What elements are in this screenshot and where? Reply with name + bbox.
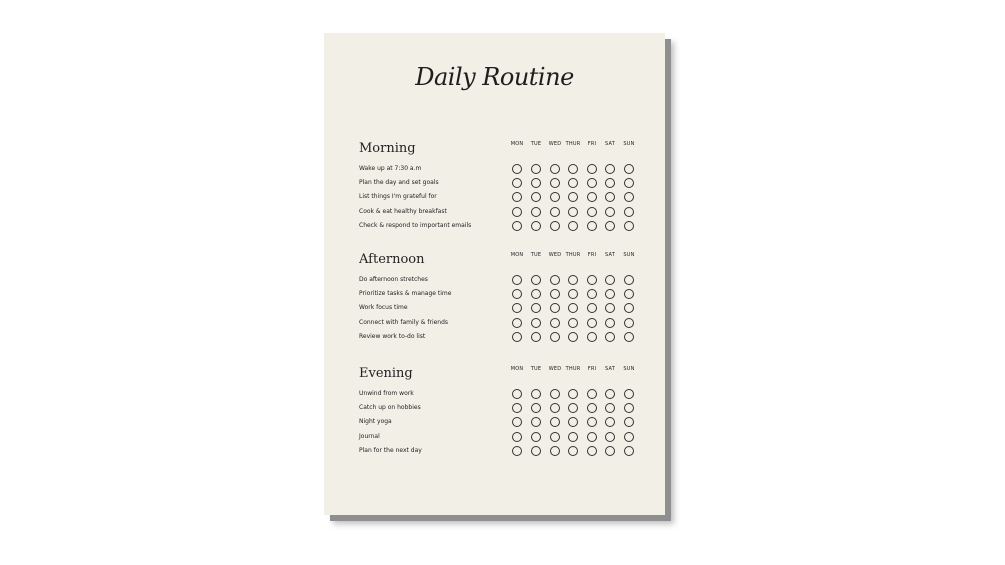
task-row xyxy=(359,276,634,290)
checkbox-mon[interactable] xyxy=(512,221,522,231)
checkbox-sat[interactable] xyxy=(605,403,615,413)
day-label-sun: SUN xyxy=(623,252,635,258)
checkbox-wed[interactable] xyxy=(550,289,560,299)
task-list xyxy=(359,276,634,347)
checkbox-fri[interactable] xyxy=(587,332,597,342)
task-label: Prioritize tasks & manage time xyxy=(359,290,452,298)
task-label: Do afternoon stretches xyxy=(359,276,428,283)
checkbox-mon[interactable] xyxy=(512,332,522,342)
page-title: Daily Routine xyxy=(415,63,574,91)
checkbox-fri[interactable] xyxy=(587,164,597,174)
day-label-tue: TUE xyxy=(530,141,542,147)
checkbox-sat[interactable] xyxy=(605,303,615,313)
checkbox-fri[interactable] xyxy=(587,389,597,399)
checkbox-mon[interactable] xyxy=(512,178,522,188)
routine-sheet xyxy=(324,33,665,515)
checkbox-sat[interactable] xyxy=(605,289,615,299)
task-label: Check & respond to important emails xyxy=(359,221,472,229)
task-row xyxy=(359,404,634,418)
task-label: Work focus time xyxy=(359,304,408,312)
checkbox-thur[interactable] xyxy=(568,192,578,202)
section-title: Morning xyxy=(359,141,416,156)
checkbox-sun[interactable] xyxy=(624,432,634,442)
checkbox-fri[interactable] xyxy=(587,207,597,217)
checkbox-sun[interactable] xyxy=(624,164,634,174)
task-row xyxy=(359,390,634,404)
checkbox-fri[interactable] xyxy=(587,417,597,427)
checkbox-mon[interactable] xyxy=(512,318,522,328)
checkbox-tue[interactable] xyxy=(531,192,541,202)
checkbox-sun[interactable] xyxy=(624,403,634,413)
checkbox-sat[interactable] xyxy=(605,432,615,442)
checkbox-sat[interactable] xyxy=(605,389,615,399)
checkbox-tue[interactable] xyxy=(531,289,541,299)
task-row xyxy=(359,165,634,179)
checkbox-thur[interactable] xyxy=(568,332,578,342)
checkbox-wed[interactable] xyxy=(550,207,560,217)
checkbox-tue[interactable] xyxy=(531,446,541,456)
day-label-tue: TUE xyxy=(530,252,542,258)
checkbox-tue[interactable] xyxy=(531,318,541,328)
checkbox-sun[interactable] xyxy=(624,417,634,427)
checkbox-wed[interactable] xyxy=(550,192,560,202)
checkbox-tue[interactable] xyxy=(531,332,541,342)
checkbox-fri[interactable] xyxy=(587,221,597,231)
task-row xyxy=(359,222,634,236)
checkbox-fri[interactable] xyxy=(587,289,597,299)
task-row xyxy=(359,208,634,222)
task-row xyxy=(359,179,634,193)
checkbox-sun[interactable] xyxy=(624,192,634,202)
checkbox-mon[interactable] xyxy=(512,275,522,285)
day-label-mon: MON xyxy=(510,252,524,258)
task-row xyxy=(359,447,634,461)
checkbox-tue[interactable] xyxy=(531,403,541,413)
task-row xyxy=(359,193,634,207)
task-label: Plan for the next day xyxy=(359,446,422,454)
day-label-sun: SUN xyxy=(623,366,635,372)
day-label-sat: SAT xyxy=(605,141,615,147)
day-label-fri: FRI xyxy=(587,141,597,147)
checkbox-sat[interactable] xyxy=(605,178,615,188)
task-list xyxy=(359,390,634,461)
checkbox-sun[interactable] xyxy=(624,207,634,217)
day-label-fri: FRI xyxy=(587,252,597,258)
checkbox-tue[interactable] xyxy=(531,178,541,188)
checkbox-thur[interactable] xyxy=(568,221,578,231)
checkbox-sat[interactable] xyxy=(605,207,615,217)
checkbox-sun[interactable] xyxy=(624,446,634,456)
task-label: Review work to-do list xyxy=(359,332,426,340)
checkbox-thur[interactable] xyxy=(568,403,578,413)
day-label-sat: SAT xyxy=(605,252,615,258)
checkbox-sun[interactable] xyxy=(624,221,634,231)
checkbox-sat[interactable] xyxy=(605,221,615,231)
checkbox-wed[interactable] xyxy=(550,303,560,313)
checkbox-wed[interactable] xyxy=(550,178,560,188)
checkbox-mon[interactable] xyxy=(512,207,522,217)
checkbox-sat[interactable] xyxy=(605,446,615,456)
task-list xyxy=(359,165,634,236)
checkbox-wed[interactable] xyxy=(550,389,560,399)
checkbox-mon[interactable] xyxy=(512,303,522,313)
task-label: Catch up on hobbies xyxy=(359,404,421,412)
checkbox-fri[interactable] xyxy=(587,178,597,188)
checkbox-wed[interactable] xyxy=(550,417,560,427)
checkbox-sun[interactable] xyxy=(624,178,634,188)
checkbox-tue[interactable] xyxy=(531,303,541,313)
checkbox-wed[interactable] xyxy=(550,318,560,328)
task-row xyxy=(359,433,634,447)
section-title: Evening xyxy=(359,366,413,381)
day-label-thur: THUR xyxy=(565,141,581,147)
checkbox-thur[interactable] xyxy=(568,275,578,285)
checkbox-thur[interactable] xyxy=(568,289,578,299)
checkbox-mon[interactable] xyxy=(512,432,522,442)
checkbox-mon[interactable] xyxy=(512,289,522,299)
checkbox-wed[interactable] xyxy=(550,164,560,174)
checkbox-fri[interactable] xyxy=(587,275,597,285)
checkbox-fri[interactable] xyxy=(587,446,597,456)
task-row xyxy=(359,418,634,432)
checkbox-sat[interactable] xyxy=(605,318,615,328)
checkbox-wed[interactable] xyxy=(550,332,560,342)
checkbox-tue[interactable] xyxy=(531,432,541,442)
checkbox-sat[interactable] xyxy=(605,417,615,427)
section-title: Afternoon xyxy=(359,252,425,267)
task-label: Unwind from work xyxy=(359,390,414,397)
checkbox-sun[interactable] xyxy=(624,289,634,299)
day-label-wed: WED xyxy=(548,141,562,147)
task-label: Wake up at 7:30 a.m xyxy=(359,165,422,172)
checkbox-sat[interactable] xyxy=(605,332,615,342)
task-row xyxy=(359,290,634,304)
task-label: Journal xyxy=(359,432,380,440)
checkbox-mon[interactable] xyxy=(512,164,522,174)
checkbox-wed[interactable] xyxy=(550,221,560,231)
task-label: List things I'm grateful for xyxy=(359,193,437,201)
task-row xyxy=(359,333,634,347)
day-label-thur: THUR xyxy=(565,366,581,372)
checkbox-sat[interactable] xyxy=(605,275,615,285)
checkbox-fri[interactable] xyxy=(587,403,597,413)
day-label-fri: FRI xyxy=(587,366,597,372)
day-label-wed: WED xyxy=(548,366,562,372)
checkbox-mon[interactable] xyxy=(512,389,522,399)
checkbox-fri[interactable] xyxy=(587,432,597,442)
checkbox-tue[interactable] xyxy=(531,275,541,285)
checkbox-thur[interactable] xyxy=(568,303,578,313)
day-label-mon: MON xyxy=(510,366,524,372)
checkbox-thur[interactable] xyxy=(568,318,578,328)
day-label-wed: WED xyxy=(548,252,562,258)
checkbox-fri[interactable] xyxy=(587,303,597,313)
checkbox-fri[interactable] xyxy=(587,318,597,328)
checkbox-sun[interactable] xyxy=(624,303,634,313)
checkbox-tue[interactable] xyxy=(531,164,541,174)
checkbox-wed[interactable] xyxy=(550,446,560,456)
checkbox-sun[interactable] xyxy=(624,318,634,328)
day-label-sun: SUN xyxy=(623,141,635,147)
checkbox-thur[interactable] xyxy=(568,178,578,188)
checkbox-sun[interactable] xyxy=(624,332,634,342)
checkbox-thur[interactable] xyxy=(568,417,578,427)
checkbox-mon[interactable] xyxy=(512,192,522,202)
checkbox-thur[interactable] xyxy=(568,432,578,442)
checkbox-fri[interactable] xyxy=(587,192,597,202)
checkbox-wed[interactable] xyxy=(550,275,560,285)
checkbox-wed[interactable] xyxy=(550,432,560,442)
checkbox-mon[interactable] xyxy=(512,446,522,456)
task-row xyxy=(359,304,634,318)
checkbox-sat[interactable] xyxy=(605,164,615,174)
checkbox-thur[interactable] xyxy=(568,164,578,174)
task-label: Night yoga xyxy=(359,418,392,426)
day-label-tue: TUE xyxy=(530,366,542,372)
checkbox-sat[interactable] xyxy=(605,192,615,202)
checkbox-sun[interactable] xyxy=(624,389,634,399)
checkbox-sun[interactable] xyxy=(624,275,634,285)
checkbox-tue[interactable] xyxy=(531,221,541,231)
checkbox-tue[interactable] xyxy=(531,207,541,217)
checkbox-wed[interactable] xyxy=(550,403,560,413)
checkbox-thur[interactable] xyxy=(568,389,578,399)
task-row xyxy=(359,319,634,333)
checkbox-mon[interactable] xyxy=(512,417,522,427)
day-label-sat: SAT xyxy=(605,366,615,372)
day-label-mon: MON xyxy=(510,141,524,147)
checkbox-tue[interactable] xyxy=(531,389,541,399)
checkbox-thur[interactable] xyxy=(568,207,578,217)
day-label-thur: THUR xyxy=(565,252,581,258)
task-label: Cook & eat healthy breakfast xyxy=(359,207,447,215)
checkbox-thur[interactable] xyxy=(568,446,578,456)
checkbox-tue[interactable] xyxy=(531,417,541,427)
task-label: Connect with family & friends xyxy=(359,318,449,326)
checkbox-mon[interactable] xyxy=(512,403,522,413)
task-label: Plan the day and set goals xyxy=(359,179,439,187)
